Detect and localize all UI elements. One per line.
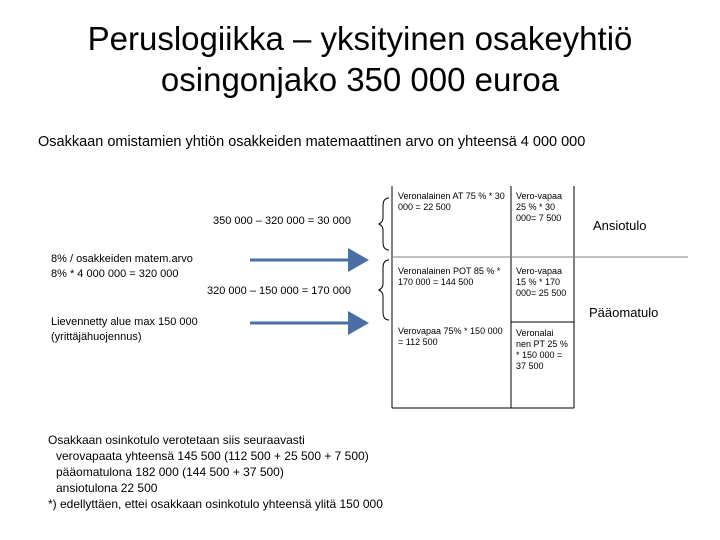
calc-earned-part: 350 000 – 320 000 = 30 000	[213, 215, 351, 227]
title-line-1: Peruslogiikka – yksityinen osakeyhtiö	[87, 20, 633, 57]
cell-taxfree-relief: Verovapaa 75% * 150 000 = 112 500	[398, 326, 503, 347]
capital-income-label: Pääomatulo	[589, 305, 659, 320]
relief-line-1: Lievennetty alue max 150 000	[51, 316, 198, 328]
summary	[48, 432, 383, 512]
cell-taxfree-capital: Vero-vapaa 15 % * 170 000= 25 500	[516, 266, 567, 298]
summary-heading: Osakkaan osinkotulo verotetaan siis seuraavasti	[48, 433, 305, 447]
title-line-2: osingonjako 350 000 euroa	[160, 61, 560, 98]
relief-line-2: (yrittäjähuojennus)	[51, 331, 142, 343]
summary-taxfree: verovapaata yhteensä 145 500 (112 500 + 25 500 + 7 500)	[56, 449, 369, 463]
relief-text	[51, 315, 198, 345]
summary-capital: pääomatulona 182 000 (144 500 + 37 500)	[56, 465, 284, 479]
cell-taxfree-earned: Vero-vapaa 25 % * 30 000= 7 500	[516, 191, 563, 223]
calc-capital-part: 320 000 – 150 000 = 170 000	[207, 285, 352, 297]
rule-text	[51, 252, 193, 282]
bracket-top	[379, 198, 389, 250]
rule-line-1: 8% / osakkeiden matem.arvo	[51, 253, 193, 265]
cell-taxable-relief: Veronalai nen PT 25 % * 150 000 = 37 500	[516, 328, 568, 371]
subtitle: Osakkaan omistamien yhtiön osakkeiden matemaattinen arvo on yhteensä 4 000 000	[38, 134, 586, 150]
earned-income-label: Ansiotulo	[593, 218, 647, 233]
summary-earned: ansiotulona 22 500	[56, 481, 158, 495]
rule-line-2: 8% * 4 000 000 = 320 000	[51, 268, 179, 280]
cell-taxable-capital: Veronalainen POT 85 % * 170 000 = 144 500	[398, 266, 501, 287]
summary-footnote: *) edellyttäen, ettei osakkaan osinkotulo yhteensä ylitä 150 000	[48, 497, 383, 511]
cell-taxable-earned: Veronalainen AT 75 % * 30 000 = 22 500	[398, 191, 505, 212]
bracket-bottom	[379, 260, 389, 320]
